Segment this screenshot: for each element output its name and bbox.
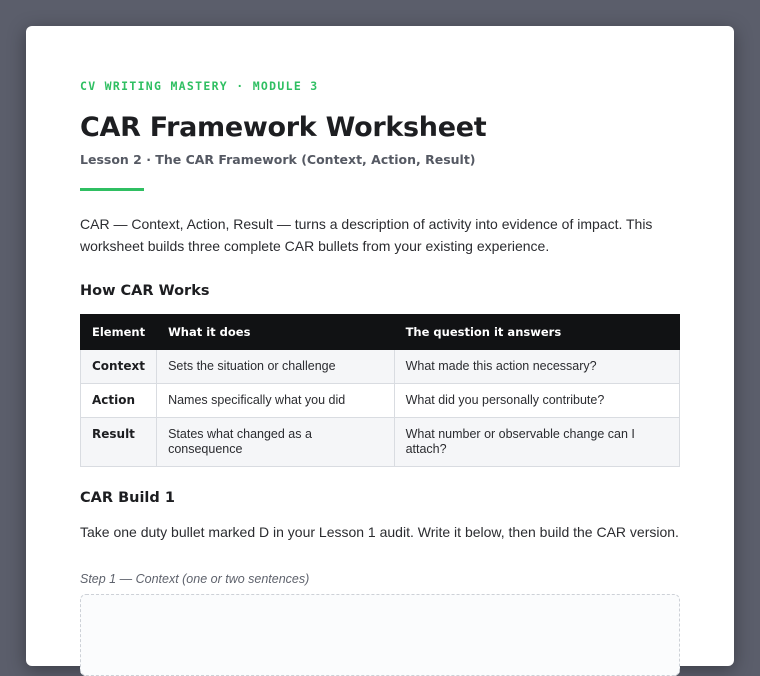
table-row — [81, 418, 680, 467]
table-row — [81, 384, 680, 418]
page-title: CAR Framework Worksheet — [80, 112, 487, 143]
question-cell: What made this action necessary? — [394, 350, 679, 384]
what-it-does-cell: Names specifically what you did — [157, 384, 394, 418]
what-it-does-cell: Sets the situation or challenge — [157, 350, 394, 384]
question-cell: What number or observable change can I attach? — [394, 418, 679, 467]
column-header: What it does — [157, 315, 394, 350]
worksheet-page — [26, 26, 734, 666]
page-subtitle: Lesson 2 · The CAR Framework (Context, Action, Result) — [80, 152, 476, 167]
question-cell: What did you personally contribute? — [394, 384, 679, 418]
column-header: Element — [81, 315, 157, 350]
element-cell: Context — [81, 350, 157, 384]
accent-divider — [80, 188, 144, 191]
context-answer-field[interactable] — [80, 594, 680, 676]
element-cell: Action — [81, 384, 157, 418]
how-car-works-heading: How CAR Works — [80, 283, 210, 299]
table-row — [81, 350, 680, 384]
what-it-does-cell: States what changed as a consequence — [157, 418, 394, 467]
course-eyebrow: CV WRITING MASTERY · MODULE 3 — [80, 79, 319, 93]
element-cell: Result — [81, 418, 157, 467]
build-instructions: Take one duty bullet marked D in your Lesson 1 audit. Write it below, then build the CAR version. — [80, 524, 679, 540]
car-build-1-heading: CAR Build 1 — [80, 490, 175, 506]
table-header-row — [81, 315, 680, 350]
step-1-label: Step 1 — Context (one or two sentences) — [80, 572, 310, 586]
car-table — [80, 314, 680, 467]
intro-paragraph: CAR — Context, Action, Result — turns a description of activity into evidence of impact. This worksheet builds three complete CAR bullets from your existing experience. — [80, 216, 653, 254]
column-header: The question it answers — [394, 315, 679, 350]
